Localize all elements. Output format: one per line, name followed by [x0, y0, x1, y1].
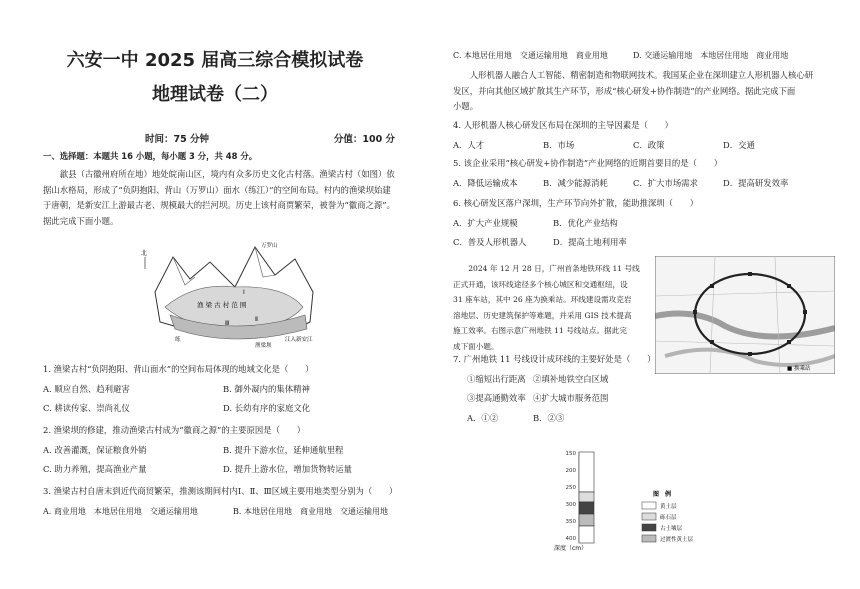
- soil-profile: [550, 446, 720, 556]
- paleosol-layer: [579, 502, 594, 514]
- option-2: ②填补地铁空白区域: [533, 373, 609, 384]
- option-3: ③提高通勤效率: [467, 393, 526, 403]
- passage-line: 发区，并向其他区域扩散其生产环节，形成“核心研发+协作制造”的产业网络。据此完成下面: [453, 85, 796, 96]
- river-label: 江入新安江: [285, 337, 313, 343]
- question-4: [453, 118, 833, 153]
- metro-legend: ■ 换乘站: [787, 366, 811, 372]
- zone-3-label: Ⅲ: [225, 320, 230, 327]
- depth-axis-label: 深度（cm）: [554, 545, 588, 552]
- question-stem: 1. 渔梁古村“负阴抱阳、背山面水”的空间布局体现的地域文化是（ ）: [43, 364, 314, 374]
- north-label: 北: [141, 250, 148, 257]
- passage-line: 歙县（古徽州府所在地）地处皖南山区，境内有众多历史文化古村落。渔梁古村（如图）依: [59, 169, 395, 179]
- legend-paleosol: 古土壤层: [660, 526, 683, 532]
- dam-label: 渔梁坝: [255, 343, 272, 349]
- passage-line: 正式开通，该环线途径多个核心城区和交通枢纽，设: [453, 279, 628, 289]
- option-d: D. 长幼有序的家庭文化: [223, 403, 311, 413]
- option-c: C．普及人形机器人: [453, 237, 527, 247]
- option-d: D. 交通运输用地 本地居住用地 商业用地: [633, 51, 789, 60]
- loess-layer: [579, 452, 594, 492]
- depth-tick: 400: [565, 536, 576, 542]
- passage-line: 据山水格局，形成了“负阴抱阳、背山（万罗山）面水（练江）”的空间布局。村内的渔梁坝始建: [43, 184, 391, 195]
- depth-tick: 250: [565, 485, 576, 491]
- exam-meta: [145, 131, 395, 145]
- option-b: B．②③: [533, 412, 565, 423]
- option-a: A．扩大产业规模: [453, 217, 518, 228]
- question-stem: 5. 该企业采用“核心研发+协作制造”产业网络的近期首要目的是（ ）: [453, 158, 723, 168]
- option-c: C. 助力养殖，提高渔业产量: [43, 464, 147, 474]
- option-a: A. 顺应自然、趋利避害: [43, 383, 130, 394]
- passage-line: 人形机器人融合人工智能、精密制造和物联网技术。我国某企业在深圳建立人形机器人核心研: [469, 70, 814, 80]
- option-a: A．人才: [453, 139, 485, 150]
- legend-title: 图 例: [653, 491, 672, 498]
- exam-subtitle: 地理试卷（二）: [152, 84, 278, 105]
- option-d: D. 提升上游水位，增加货物转运量: [223, 464, 352, 474]
- depth-tick: 200: [565, 468, 576, 474]
- question-1: [43, 362, 415, 417]
- passage-line: 溶地层、历史建筑保护等难题，并采用 GIS 技术提高: [453, 310, 632, 320]
- passage-1: [43, 167, 415, 229]
- option-c: C. 本地居住用地 交通运输用地 商业用地: [453, 51, 608, 60]
- river-label-2: 练: [175, 337, 181, 343]
- question-5: [453, 156, 833, 191]
- gravel-layer: [579, 492, 594, 502]
- depth-tick: 300: [565, 502, 576, 508]
- option-d: D．交通: [723, 139, 755, 150]
- option-a: A. 改善灌溉，保证粮食外销: [43, 444, 147, 455]
- option-b: B．优化产业结构: [553, 217, 618, 228]
- option-b: B．市场: [543, 139, 575, 150]
- question-3-cont: [453, 48, 833, 64]
- question-stem: 4. 人形机器人核心研发区布局在深圳的主导因素是（ ）: [453, 120, 674, 130]
- transitional-loess-layer: [579, 514, 594, 526]
- passage-line: 31 座车站，其中 26 座为换乘站。环线建设需攻克岩: [453, 295, 632, 304]
- exam-time: 时间：75 分钟: [145, 134, 210, 145]
- passage-line: 小题。: [453, 101, 479, 111]
- option-d: D．提高研发效率: [723, 177, 789, 188]
- question-3: [43, 484, 433, 519]
- option-b: B. 本地居住用地 商业用地 交通运输用地: [233, 506, 388, 516]
- option-4: ④扩大城市服务范围: [533, 393, 609, 403]
- option-a: A．降低运输成本: [453, 177, 518, 188]
- option-a: A．①②: [467, 412, 499, 423]
- option-b: B. 提升下游水位，延伸通航里程: [223, 444, 344, 455]
- question-stem: 3. 渔梁古村自唐末到近代商贸繁荣，推测该期间村内Ⅰ、Ⅱ、Ⅲ区域主要用地类型分别为（ ）: [43, 486, 398, 496]
- option-1: ①缩短出行距离: [467, 373, 526, 384]
- question-stem: 2. 渔梁坝的修建，推动渔梁古村成为“徽商之源”的主要原因是（ ）: [43, 425, 306, 435]
- question-6: [453, 196, 833, 251]
- zone-1-label: Ⅰ: [243, 289, 245, 296]
- passage-line: 成下面小题。: [453, 341, 499, 351]
- section-heading: 一、选择题：本题共 16 小题，每小题 3 分，共 48 分。: [43, 151, 258, 161]
- passage-line: 2024 年 12 月 28 日，广州首条地铁环线 11 号线: [468, 264, 640, 273]
- zone-2-label: Ⅱ: [255, 316, 258, 323]
- question-7: [453, 352, 833, 426]
- passage-line: 据此完成下面小题。: [43, 215, 119, 226]
- option-b: B. 御外凝内的集体精神: [223, 383, 310, 394]
- option-c: C. 耕读传家、崇尚礼仪: [43, 403, 130, 413]
- passage-2: [453, 68, 833, 115]
- question-stem: 7. 广州地铁 11 号线设计成环线的主要好处是（ ）: [453, 354, 656, 364]
- passage-line: 于唐朝，是新安江上游最古老、规模最大的拦河坝。历史上该村商贾繁荣，被誉为“徽商之源”。: [43, 200, 395, 210]
- village-map: [135, 237, 325, 355]
- village-range-label: 渔 梁 古 村 范 围: [197, 301, 247, 309]
- legend-gravel: 砾石层: [660, 515, 677, 521]
- question-stem: 6. 核心研发区落户深圳，生产环节向外扩散，能助推深圳（ ）: [453, 198, 699, 208]
- option-c: C．政策: [633, 139, 665, 150]
- option-c: C．扩大市场需求: [633, 177, 699, 188]
- depth-tick: 150: [565, 451, 576, 457]
- exam-title: 六安一中 2025 届高三综合模拟试卷: [66, 50, 364, 71]
- question-2: [43, 423, 415, 478]
- option-d: D．提高土地利用率: [553, 237, 627, 247]
- passage-line: 施工效率。右图示意广州地铁 11 号线站点。据此完: [453, 326, 627, 335]
- passage-3: [453, 261, 658, 354]
- depth-tick: 350: [565, 519, 576, 525]
- legend-transitional: 过渡性黄土层: [660, 537, 694, 543]
- option-a: A. 商业用地 本地居住用地 交通运输用地: [43, 506, 198, 516]
- exam-score: 分值：100 分: [333, 134, 395, 145]
- mountain-label: 万罗山: [261, 243, 278, 249]
- option-b: B．减少能源消耗: [543, 177, 608, 188]
- legend-loess: 黄土层: [660, 504, 677, 510]
